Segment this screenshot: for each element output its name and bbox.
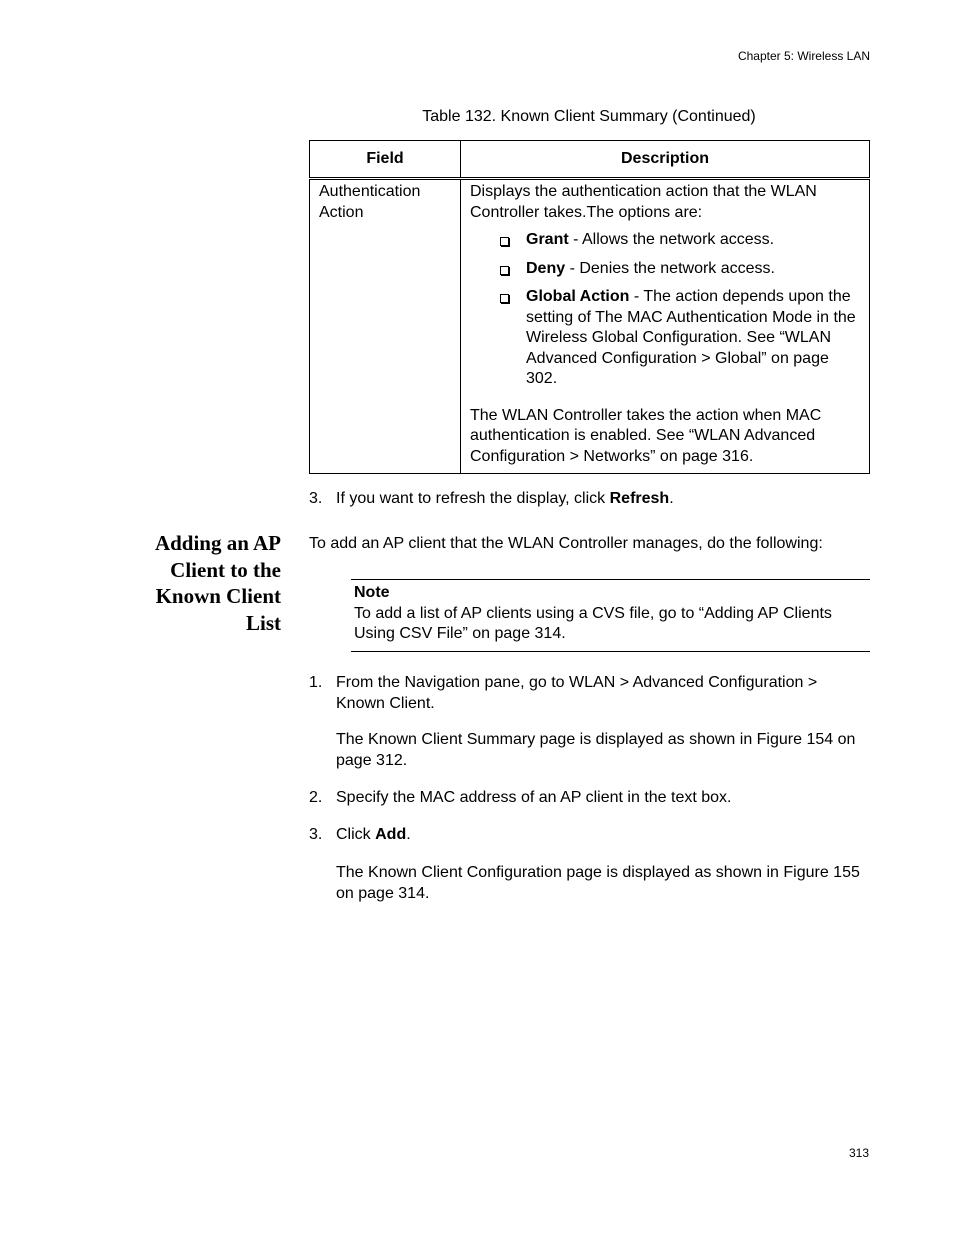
option-text: - The action depends upon the setting of The MAC Authentication Mode in the Wireless Global Configuration. See “WLAN Advanced Configuration > Global” on page 302. xyxy=(526,288,856,387)
table-caption: Table 132. Known Client Summary (Continued) xyxy=(422,108,756,125)
note-text: To add a list of AP clients using a CVS file, go to “Adding AP Clients Using CSV File” on page 314. xyxy=(354,604,832,642)
step-2 xyxy=(309,788,869,809)
table-row xyxy=(310,179,870,474)
option-text: - Allows the network access. xyxy=(568,231,775,248)
step-text-end: . xyxy=(406,826,411,843)
heading-line: List xyxy=(245,610,281,635)
description-intro: Displays the authentication action that the WLAN Controller takes.The options are: xyxy=(470,183,817,221)
note-box xyxy=(351,579,870,652)
step-3-result: The Known Client Configuration page is displayed as shown in Figure 155 on page 314. xyxy=(336,864,860,902)
heading-line: Adding an AP xyxy=(154,531,281,555)
column-header-field: Field xyxy=(310,141,461,179)
step-number: 3. xyxy=(309,826,323,843)
heading-line: Client to the xyxy=(170,557,281,582)
section-intro: To add an AP client that the WLAN Controller manages, do the following: xyxy=(309,535,823,552)
refresh-term: Refresh xyxy=(609,490,670,507)
description-cell xyxy=(461,179,870,474)
section-heading xyxy=(120,530,281,636)
description-footer: The WLAN Controller takes the action when MAC authentication is enabled. See “WLAN Advanced Configuration > Networks” on page 316. xyxy=(470,406,822,465)
option-term: Grant xyxy=(526,231,569,248)
option-term: Global Action xyxy=(526,288,630,305)
option-text: - Denies the network access. xyxy=(565,259,775,277)
column-header-description: Description xyxy=(461,141,870,179)
step-3 xyxy=(309,825,869,846)
step-1-result: The Known Client Summary page is displayed as shown in Figure 154 on page 312. xyxy=(336,731,856,769)
checkbox-bullet-icon xyxy=(500,294,509,303)
checkbox-bullet-icon xyxy=(500,266,509,275)
step-number: 3. xyxy=(309,490,323,507)
add-term: Add xyxy=(375,826,407,843)
heading-line: Known Client xyxy=(155,584,281,608)
list-item xyxy=(470,287,860,390)
list-item xyxy=(470,259,860,280)
known-client-table xyxy=(309,140,870,474)
step-1 xyxy=(309,673,869,714)
step-number: 2. xyxy=(309,789,323,806)
step-text: Specify the MAC address of an AP client in the text box. xyxy=(336,789,732,806)
step-text: Click xyxy=(336,826,376,843)
step-text: From the Navigation pane, go to WLAN > Advanced Configuration > Known Client. xyxy=(336,674,818,712)
checkbox-bullet-icon xyxy=(500,237,509,246)
step-text-end: . xyxy=(669,490,674,507)
field-cell: Authentication Action xyxy=(310,179,461,474)
page-number: 313 xyxy=(848,1146,869,1160)
step-text: If you want to refresh the display, click xyxy=(336,490,610,507)
list-item xyxy=(470,230,860,251)
step-number: 1. xyxy=(309,674,323,691)
note-title: Note xyxy=(354,584,390,601)
chapter-header: Chapter 5: Wireless LAN xyxy=(737,49,870,63)
options-list xyxy=(470,230,860,390)
option-term: Deny xyxy=(526,259,566,277)
step-refresh xyxy=(309,489,869,510)
